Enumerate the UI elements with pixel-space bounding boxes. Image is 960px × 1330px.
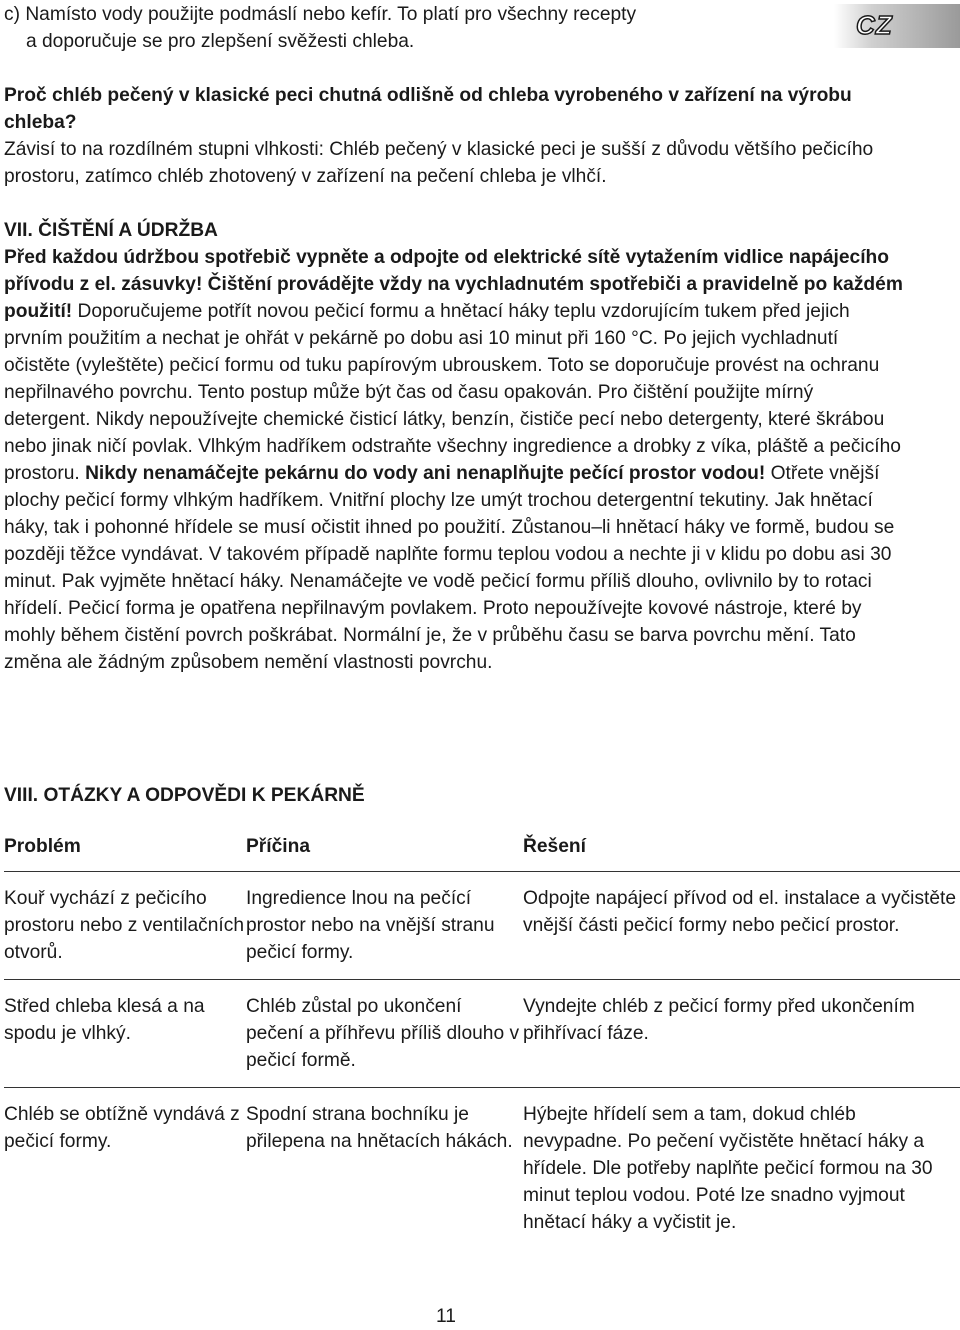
column-header-solution: Řešení [523,836,586,857]
solution-cell: Odpojte napájecí přívod od el. instalace a vyčistěte vnější části pečicí formy nebo pečicí prostor. [523,888,957,936]
table-row [4,980,960,1088]
cleaning-text-1: Doporučujeme potřít novou pečicí formu a hnětací háky teplu vzdorujícím tukem před jejich prvním použitím a nechat je ohřát v pekárně po dobu asi 10 minut při 160 °C. Po jejich vychladnutí očistěte (vyleštěte) pečicí formu od tuku papírovým ubrouskem. Toto se doporučuje provést na ochranu nepřilnavého povrchu. Tento postup může být čas od času opakován. Pro čištění použijte mírný detergent. Nikdy nepoužívejte chemické čisticí látky, benzín, čističe pecí nebo detergenty, které škrábou nebo jinak ničí povlak. Vlhkým hadříkem odstraňte všechny ingredience a drobky z víka, pláště a pečicího prostoru. [4,301,901,484]
problem-cell: Chléb se obtížně vyndává z pečicí formy. [4,1104,240,1152]
recipe-note [4,1,804,55]
safety-warning: Před každou údržbou spotřebič vypněte a odpojte od elektrické sítě vytažením vidlice napájecího přívodu z el. zásuvky! Čištění provádějte vždy na vychladnutém spotřebiči a pravidelně po každém použití! [4,247,903,322]
solution-cell: Vyndejte chléb z pečicí formy před ukončením přihřívací fáze. [523,996,915,1044]
cause-cell: Ingredience lnou na pečící prostor nebo na vnější stranu pečicí formy. [246,888,495,963]
solution-cell: Hýbejte hřídelí sem a tam, dokud chléb nevypadne. Po pečení vyčistěte hnětací háky a hřídele. Dle potřeby naplňte pečicí formou na 30 minut teplou vodou. Poté lze snadno vyjmout hnětací háky a vyčistit je. [523,1104,933,1233]
cause-cell: Spodní strana bochníku je přilepena na hnětacích hákách. [246,1104,513,1152]
faq-question: Proč chléb pečený v klasické peci chutná odlišně od chleba vyrobeného v zařízení na výrobu chleba? [4,85,852,133]
cause-cell: Chléb zůstal po ukončení pečení a příhřevu příliš dlouho v pečicí formě. [246,996,520,1071]
problem-cell: Kouř vychází z pečicího prostoru nebo z ventilačních otvorů. [4,888,244,963]
problem-cell: Střed chleba klesá a na spodu je vlhký. [4,996,205,1044]
recipe-note-line-1: c) Namísto vody použijte podmáslí nebo kefír. To platí pro všechny recepty [4,4,637,25]
section-7-heading: VII. ČIŠTĚNÍ A ÚDRŽBA [4,220,218,241]
column-header-cause: Příčina [246,836,310,857]
section-7-body [4,244,904,676]
table-header [4,833,960,872]
language-badge [834,4,960,48]
water-warning: Nikdy nenamáčejte pekárnu do vody ani nenaplňujte pečící prostor vodou! [85,463,766,484]
faq-answer: Závisí to na rozdílném stupni vlhkosti: Chléb pečený v klasické peci je sušší z důvodu většího pečicího prostoru, zatímco chléb zhotovený v zařízení na pečení chleba je vlhčí. [4,139,874,187]
section-8-heading: VIII. OTÁZKY A ODPOVĚDI K PEKÁRNĚ [4,785,365,806]
table-row [4,1088,960,1249]
page-number: 11 [436,1306,456,1327]
table-row [4,872,960,980]
troubleshooting-table [4,833,960,1249]
language-badge-label: CZ [856,10,893,40]
cleaning-text-2: Otřete vnější plochy pečicí formy vlhkým hadříkem. Vnitřní plochy lze umýt trochou detergentní tekutiny. Jak hnětací háky, tak i pohonné hřídele se musí očistit ihned po použití. Zůstanou–li hnětací háky ve formě, budou se později těžce vyndávat. V takovém případě naplňte formu teplou vodou a nechte ji v klidu po dobu asi 30 minut. Pak vyjměte hnětací háky. Nenamáčejte ve vodě pečicí formu příliš dlouho, ovlivnilo by to rotaci hřídelí. Pečicí forma je opatřena nepřilnavým povlakem. Proto nepoužívejte kovové nástroje, které by mohly během čistění povrch poškrábat. Normální je, že v průběhu času se barva povrchu mění. Tato změna ale žádným způsobem nemění vlastnosti povrchu. [4,463,895,673]
recipe-note-line-2: a doporučuje se pro zlepšení svěžesti chleba. [26,31,415,52]
column-header-problem: Problém [4,836,81,857]
